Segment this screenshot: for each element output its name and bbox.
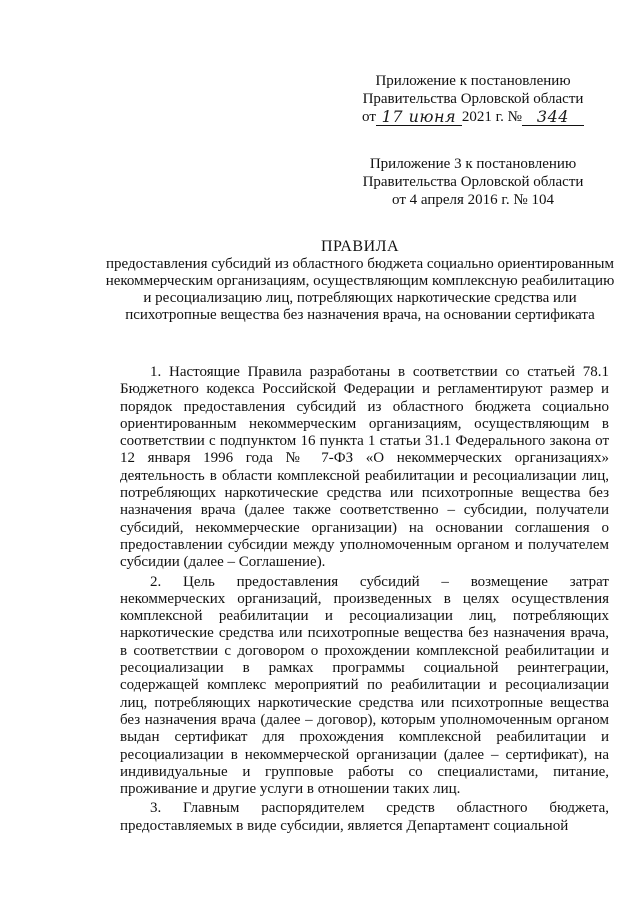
appendix-original-line-1: Приложение 3 к постановлению [369,156,577,172]
appendix-line-1: Приложение к постановлению [375,73,571,89]
appendix-original-line-3: от 4 апреля 2016 г. № 104 [392,192,554,208]
paragraph-1: 1. Настоящие Правила разработаны в соответствии со статьей 78.1 Бюджетного кодекса Российской Федерации и регламентируют размер и порядок предоставления субсидий из областного бюджета социально ориентированным некоммерческим организациям, осуществляющим в соответствии с подпунктом 16 пункта 1 статьи 31.1 Федерального закона от 12 января 1996 года № 7-ФЗ «О некоммерческих организациях» деятельность в области комплексной реабилитации и ресоциализации лиц, потребляющих наркотические средства или психотропные вещества без назначения врача (далее также соответственно – субсидии, получатели субсидий, некоммерческие организации) на основании соглашения о предоставлении субсидии между уполномоченным органом и получателем субсидии (далее – Соглашение). [120,364,609,571]
appendix-original-line-2: Правительства Орловской области [362,174,584,190]
rules-title: ПРАВИЛА [320,238,400,255]
handwritten-number: 344 [522,109,584,126]
paragraph-3: 3. Главным распорядителем средств областного бюджета, предоставляемых в виде субсидии, является Департамент социальной [120,800,609,834]
appendix-original-header [343,155,603,209]
appendix-line-2: Правительства Орловской области [362,91,584,107]
prefix-from: от [362,109,376,125]
appendix-date-line [343,108,603,126]
appendix-current-header [343,72,603,126]
rules-subtitle: предоставления субсидий из областного бюджета социально ориентированным некоммерческим организациям, осуществляющим комплексную реабилитацию и ресоциализацию лиц, потребляющих наркотические средства или психотропные вещества без назначения врача, на основании сертификата [105,256,615,323]
handwritten-date: 17 июня [376,109,462,126]
year-number-label: 2021 г. № [461,109,522,125]
document-body [120,364,609,837]
rules-title-block [100,238,620,324]
paragraph-2: 2. Цель предоставления субсидий – возмещение затрат некоммерческих организаций, произведенных в целях осуществления комплексной реабилитации и ресоциализации лиц, потребляющих наркотические средства или психотропные вещества без назначения врача, в соответствии с договором о прохождении комплексной реабилитации и ресоциализации в рамках программы социальной реинтеграции, содержащей комплекс мероприятий по реабилитации и ресоциализации лиц, потребляющих наркотические средства или психотропные вещества без назначения врача (далее – договор), которым уполномоченным органом выдан сертификат для прохождения комплексной реабилитации и ресоциализации в некоммерческой организации (далее – сертификат), на индивидуальные и групповые работы со специалистами, питание, проживание и другие услуги в отношении таких лиц. [120,573,609,798]
